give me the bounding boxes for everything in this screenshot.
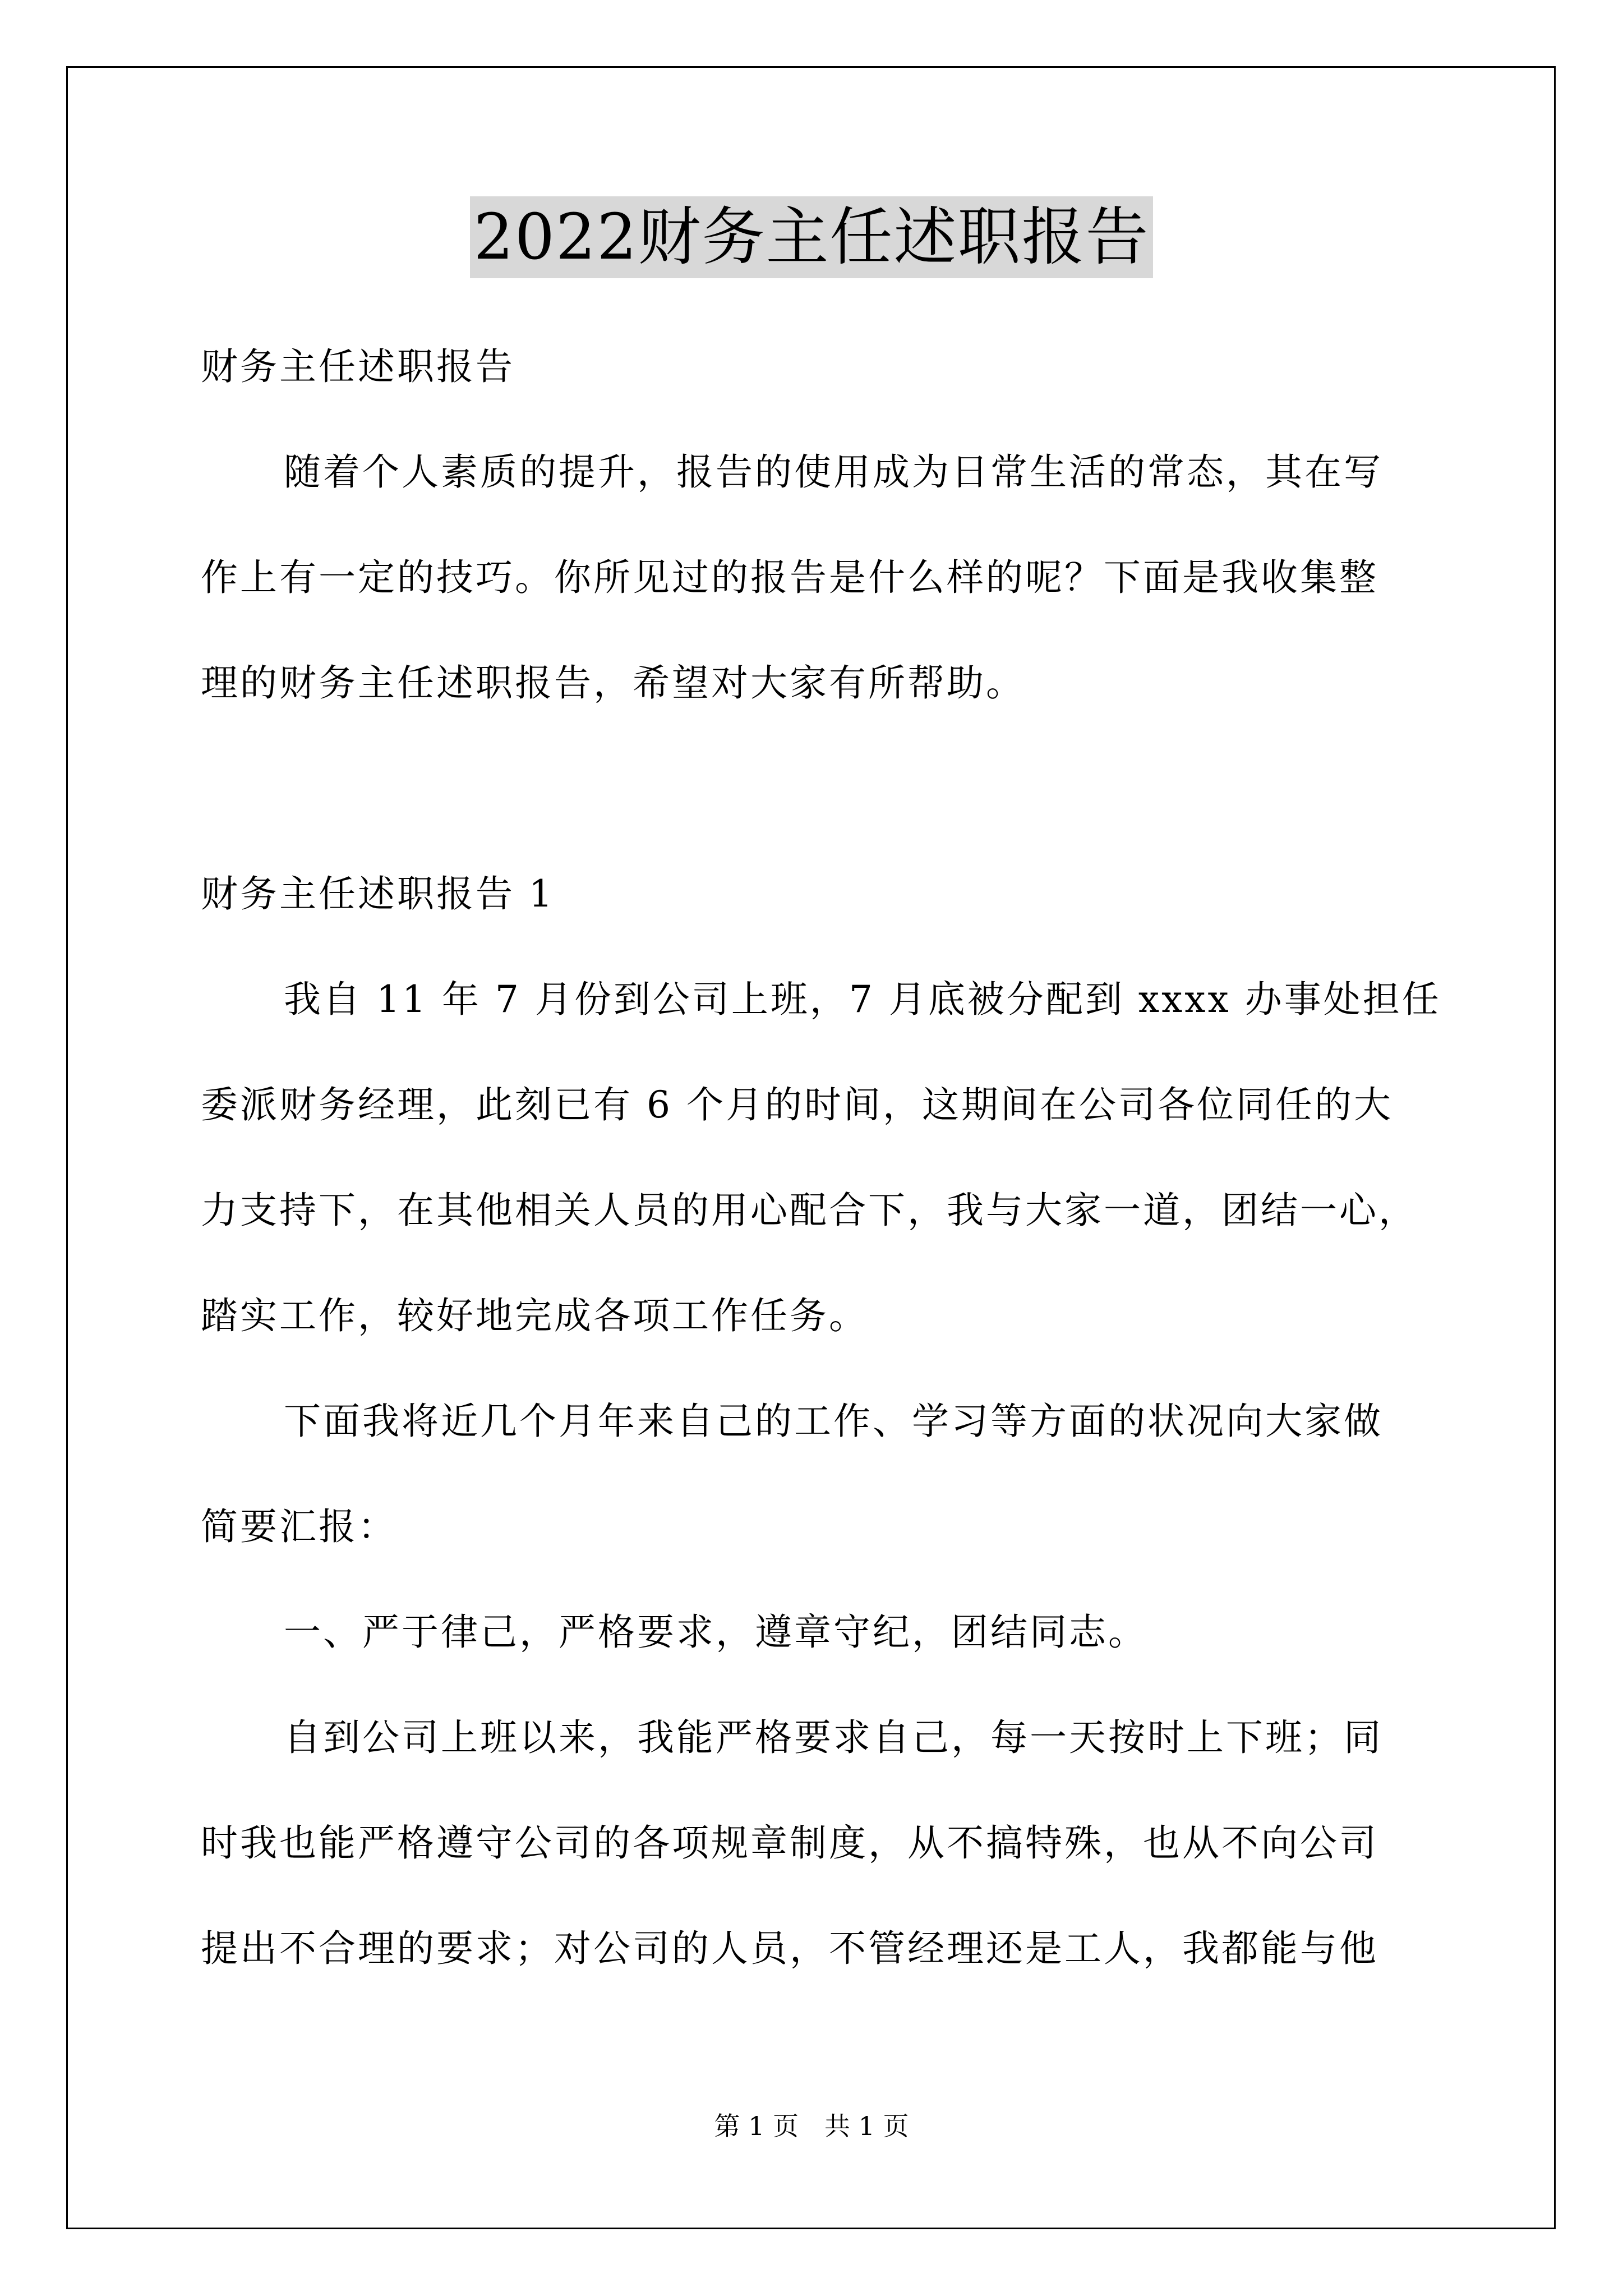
body-line: 委派财务经理，此刻已有 6 个月的时间，这期间在公司各位同任的大 [201,1083,1393,1126]
body-line: 我自 11 年 7 月份到公司上班，7 月底被分配到 xxxx 办事处担任 [284,978,1441,1021]
body-line: 理的财务主任述职报告，希望对大家有所帮助。 [201,661,1025,705]
body-line: 下面我将近几个月年来自己的工作、学习等方面的状况向大家做 [284,1400,1383,1443]
body-line: 提出不合理的要求；对公司的人员，不管经理还是工人，我都能与他 [201,1927,1378,1970]
body-line: 自到公司上班以来，我能严格要求自己，每一天按时上下班；同 [284,1716,1383,1759]
blank-line [201,736,1457,841]
body-line: 财务主任述职报告 [201,345,515,388]
body-line: 简要汇报： [201,1505,397,1548]
document-body [201,314,1457,2001]
body-line: 踏实工作，较好地完成各项工作任务。 [201,1294,868,1337]
body-line: 一、严于律己，严格要求，遵章守纪，团结同志。 [284,1611,1147,1654]
body-line: 随着个人素质的提升，报告的使用成为日常生活的常态，其在写 [284,450,1383,494]
body-line: 作上有一定的技巧。你所见过的报告是什么样的呢？下面是我收集整 [201,556,1378,599]
section-heading: 财务主任述职报告 1 [201,872,555,915]
title-container [0,196,1623,278]
body-line: 力支持下，在其他相关人员的用心配合下，我与大家一道，团结一心， [201,1189,1418,1232]
page-footer: 第 1 页 共 1 页 [714,2111,909,2141]
document-title: 2022财务主任述职报告 [470,196,1152,278]
body-line: 时我也能严格遵守公司的各项规章制度，从不搞特殊，也从不向公司 [201,1821,1378,1865]
